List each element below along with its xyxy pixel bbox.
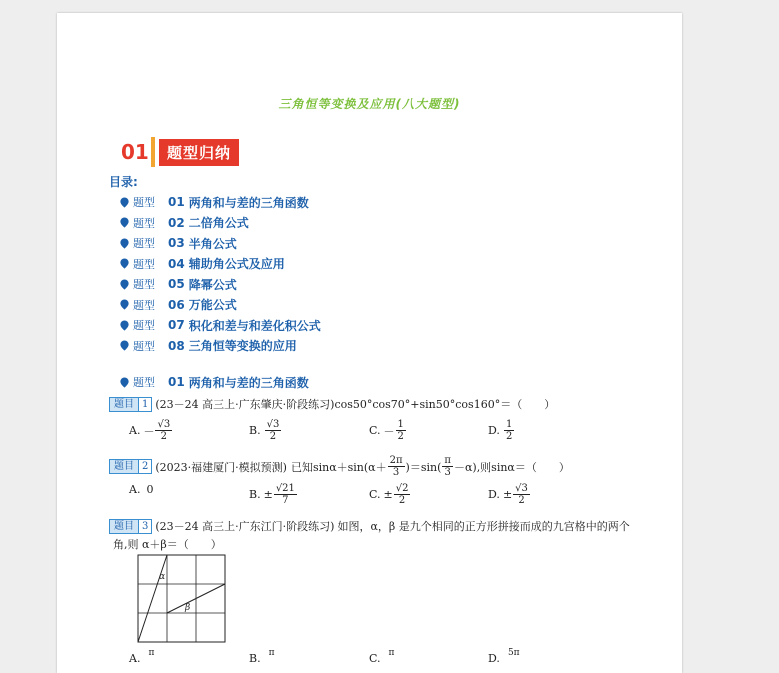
toc-number: 07 bbox=[168, 318, 185, 333]
pin-icon bbox=[119, 258, 130, 269]
question-stem: cos50°cos70°+sin50°cos160°＝（ ） bbox=[334, 398, 556, 411]
toc-tag: 题型 bbox=[133, 216, 155, 230]
toc-tag: 题型 bbox=[133, 278, 155, 292]
toc-tag: 题型 bbox=[133, 237, 155, 251]
question-3 bbox=[109, 518, 630, 534]
alpha-label: α bbox=[159, 572, 166, 582]
toc-name: 辅助角公式及应用 bbox=[188, 257, 285, 272]
toc-tag: 题型 bbox=[133, 196, 155, 210]
option-0: A. 0 bbox=[129, 483, 154, 496]
toc-item-05[interactable] bbox=[119, 274, 321, 295]
question-badge: 题目 2 bbox=[109, 459, 152, 474]
toc-item-08[interactable] bbox=[119, 336, 321, 357]
pin-icon bbox=[119, 279, 130, 290]
question-badge: 题目 1 bbox=[109, 397, 152, 412]
option-3: D. 5π bbox=[488, 647, 520, 665]
option-1: B. π bbox=[249, 647, 275, 665]
toc-number: 02 bbox=[168, 215, 185, 230]
toc-number: 01 bbox=[168, 195, 185, 210]
question-1 bbox=[109, 396, 555, 412]
option-1: B. $\frac{√3}{2}$ bbox=[249, 419, 280, 442]
toc-name: 积化和差与和差化积公式 bbox=[188, 318, 321, 333]
option-1: B. ± $\frac{√21}{7}$ bbox=[249, 483, 295, 506]
toc-item-01[interactable] bbox=[119, 192, 321, 213]
beta-label: β bbox=[185, 603, 191, 613]
section-number: 01 bbox=[121, 140, 149, 164]
toc-item-03[interactable] bbox=[119, 233, 321, 254]
option-2: C. － $\frac{1}{2}$ bbox=[369, 419, 404, 442]
toc-number: 04 bbox=[168, 256, 185, 271]
toc-number: 03 bbox=[168, 236, 185, 251]
question-stem: 如图，α，β 是九个相同的正方形拼接而成的九宫格中的两个 bbox=[337, 520, 630, 533]
topic-tag: 题型 bbox=[133, 376, 155, 390]
toc-label: 目录: bbox=[109, 175, 138, 189]
pin-icon bbox=[119, 377, 130, 388]
nine-grid-figure bbox=[137, 554, 227, 644]
toc-name: 降幂公式 bbox=[188, 277, 237, 292]
option-3: D. $\frac{1}{2}$ bbox=[488, 419, 513, 442]
toc-number: 06 bbox=[168, 297, 185, 312]
pin-icon bbox=[119, 340, 130, 351]
pin-icon bbox=[119, 238, 130, 249]
toc-tag: 题型 bbox=[133, 298, 155, 312]
toc-tag: 题型 bbox=[133, 319, 155, 333]
table-of-contents bbox=[119, 192, 321, 356]
toc-name: 三角恒等变换的应用 bbox=[188, 339, 297, 354]
option-0: A. π bbox=[129, 647, 155, 665]
option-2: C. ± $\frac{√2}{2}$ bbox=[369, 483, 409, 506]
toc-name: 半角公式 bbox=[188, 236, 237, 251]
question-source: (23－24 高三上·广东肇庆·阶段练习) bbox=[155, 398, 335, 411]
pin-icon bbox=[119, 197, 130, 208]
pin-icon bbox=[119, 320, 130, 331]
toc-name: 二倍角公式 bbox=[188, 216, 249, 231]
document-page bbox=[57, 13, 682, 673]
pin-icon bbox=[119, 299, 130, 310]
toc-item-02[interactable] bbox=[119, 213, 321, 234]
question-source: (23－24 高三上·广东江门·阶段练习) bbox=[155, 520, 335, 533]
topic-name: 两角和与差的三角函数 bbox=[188, 375, 309, 390]
toc-name: 万能公式 bbox=[188, 298, 237, 313]
document-title: 三角恒等变换及应用(八大题型) bbox=[278, 97, 461, 111]
option-2: C. π bbox=[369, 647, 395, 665]
question-badge: 题目 3 bbox=[109, 519, 152, 534]
topic-number: 01 bbox=[168, 375, 185, 390]
question-stem: 已知sinα＋sin(α＋ $\frac{2\pi}{3}$ )＝sin( $\frac{\pi}{3}$ －α),则sinα＝（ ） bbox=[290, 455, 570, 478]
section-label: 题型归纳 bbox=[159, 139, 239, 166]
toc-item-07[interactable] bbox=[119, 315, 321, 336]
pin-icon bbox=[119, 217, 130, 228]
toc-tag: 题型 bbox=[133, 257, 155, 271]
toc-item-04[interactable] bbox=[119, 254, 321, 275]
option-0: A. － $\frac{√3}{2}$ bbox=[129, 419, 171, 442]
question-3-stem-line2: 角,则 α＋β＝（ ） bbox=[113, 538, 222, 551]
section-accent-bar bbox=[151, 137, 155, 167]
topic-heading bbox=[119, 372, 309, 393]
toc-name: 两角和与差的三角函数 bbox=[188, 195, 309, 210]
toc-number: 05 bbox=[168, 277, 185, 292]
question-2 bbox=[109, 455, 570, 478]
option-3: D. ± $\frac{√3}{2}$ bbox=[488, 483, 528, 506]
toc-item-06[interactable] bbox=[119, 295, 321, 316]
question-source: (2023·福建厦门·模拟预测) bbox=[155, 460, 287, 474]
toc-number: 08 bbox=[168, 338, 185, 353]
toc-tag: 题型 bbox=[133, 339, 155, 353]
section-header bbox=[121, 137, 239, 167]
